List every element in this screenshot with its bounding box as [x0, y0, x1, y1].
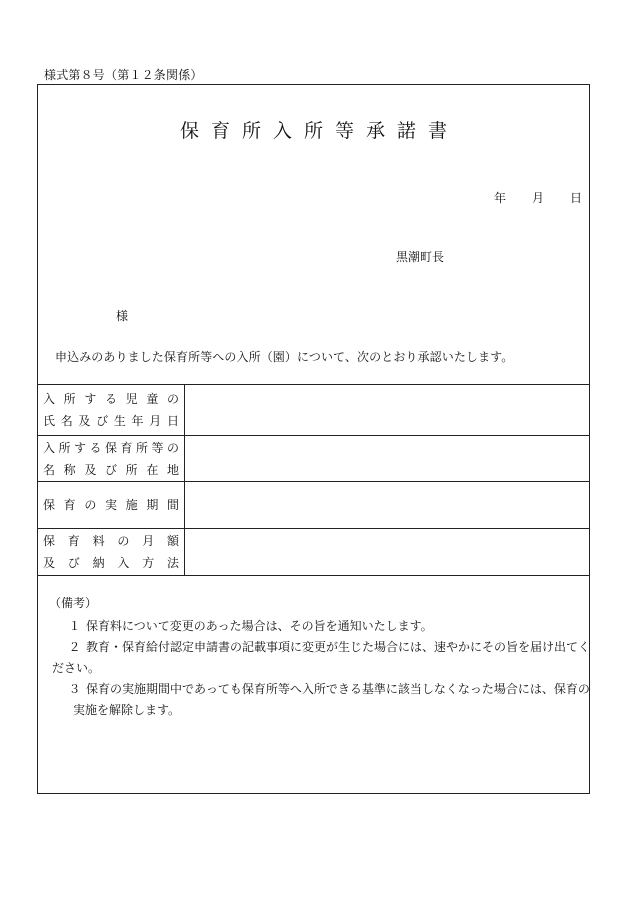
- note-number: ３: [68, 682, 81, 696]
- date-year: 年: [493, 191, 506, 205]
- table-row: [37, 529, 590, 576]
- document-frame: [37, 84, 590, 794]
- note-text: 保育料について変更のあった場合は、その旨を通知いたします。: [86, 619, 433, 633]
- form-number: 様式第８号（第１２条関係）: [44, 68, 203, 82]
- note-text-continued: ださい。: [52, 661, 101, 675]
- note-text-continued: 実施を解除します。: [73, 703, 181, 717]
- date-line: [494, 189, 582, 206]
- row-label-line: 氏名及び生年月日: [43, 414, 179, 428]
- notes-heading: （備考）: [49, 596, 98, 610]
- issuer-name: 黒潮町長: [396, 250, 445, 264]
- row-label: [37, 385, 185, 435]
- row-label-line: 保育の実施期間: [43, 498, 179, 512]
- note-number: ２: [68, 640, 81, 654]
- child-name-birthdate-field[interactable]: [185, 385, 590, 435]
- row-label: [37, 529, 185, 575]
- facility-name-address-field[interactable]: [185, 436, 590, 481]
- note-text: 保育の実施期間中であっても保育所等へ入所できる基準に該当しなくなった場合には、保育の: [86, 682, 590, 696]
- intro-text: 申込みのありました保育所等への入所（園）について、次のとおり承認いたします。: [55, 350, 514, 364]
- row-label-line: 及び納入方法: [43, 556, 179, 570]
- row-label: [37, 482, 185, 528]
- row-label: [37, 436, 185, 481]
- monthly-fee-payment-field[interactable]: [185, 529, 590, 575]
- table-row: [37, 482, 590, 529]
- note-text: 教育・保育給付認定申請書の記載事項に変更が生じた場合には、速やかにその旨を届け出てく: [86, 640, 591, 654]
- note-item: [53, 616, 581, 637]
- row-label-line: 名称及び所在地: [43, 462, 179, 477]
- document-title: 保育所入所等承諾書: [179, 120, 459, 142]
- note-number: １: [68, 619, 81, 633]
- note-item: [53, 679, 590, 721]
- table-row: [37, 385, 590, 436]
- row-label-line: 保育料の月額: [43, 534, 179, 548]
- details-table: [37, 384, 590, 576]
- note-item: [52, 637, 591, 679]
- date-month: 月: [531, 191, 544, 205]
- table-row: [37, 436, 590, 482]
- date-day: 日: [569, 191, 582, 205]
- addressee-suffix: 様: [116, 309, 129, 323]
- row-label-line: 入所する保育所等の: [43, 440, 179, 455]
- row-label-line: 入所する児童の: [43, 392, 179, 406]
- care-period-field[interactable]: [185, 482, 590, 528]
